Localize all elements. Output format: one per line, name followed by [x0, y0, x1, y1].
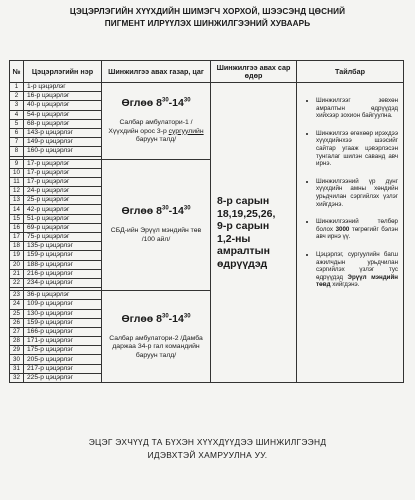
schedule-body: [10, 83, 404, 383]
kindergarten-name: 143-р цэцэрлэг: [24, 128, 102, 137]
location-text: СБД-ийн Эрүүл мэндийн төв /100 айл/: [110, 227, 202, 243]
footer-line-2: ИДЭВХТЭЙ ХАМРУУЛНА УУ.: [147, 450, 268, 460]
row-number: 4: [10, 110, 24, 119]
kindergarten-name: 166-р цэцэрлэг: [24, 327, 102, 336]
note-item: • Шинжилгээний төлбөр болох 3000 төгрөгийг бэлэн авч ирнэ үү.: [316, 218, 398, 241]
kindergarten-name: 149-р цэцэрлэг: [24, 138, 102, 147]
kindergarten-name: 40-р цэцэрлэг: [24, 101, 102, 110]
row-number: 17: [10, 233, 24, 242]
time-range: Өглөө $8^{30}-14^{30}$: [121, 205, 191, 218]
row-number: 25: [10, 309, 24, 318]
row-number: 26: [10, 318, 24, 327]
place-cell: [102, 83, 211, 160]
title-line-2: ПИГМЕНТ ИЛРҮҮЛЭХ ШИНЖИЛГЭЭНИЙ ХУВААРЬ: [104, 19, 311, 28]
kindergarten-name: 160-р цэцэрлэг: [24, 147, 102, 156]
title-line-1: ЦЭЦЭРЛЭГИЙН ХҮҮХДИЙН ШИМЭГЧ ХОРХОЙ, ШЭЭСЭНД ЦӨСНИЙ: [69, 7, 346, 16]
row-number: 12: [10, 187, 24, 196]
row-number: 14: [10, 205, 24, 214]
header-note: Тайлбар: [297, 61, 404, 83]
row-number: 1: [10, 83, 24, 92]
kindergarten-name: 69-р цэцэрлэг: [24, 223, 102, 232]
header-row: [10, 61, 404, 83]
kindergarten-name: 135-р цэцэрлэг: [24, 242, 102, 251]
row-number: 5: [10, 119, 24, 128]
row-number: 27: [10, 327, 24, 336]
kindergarten-name: 188-р цэцэрлэг: [24, 260, 102, 269]
kindergarten-name: 225-р цэцэрлэг: [24, 373, 102, 382]
kindergarten-name: 234-р цэцэрлэг: [24, 278, 102, 287]
row-number: 18: [10, 242, 24, 251]
row-number: 23: [10, 291, 24, 300]
row-number: 2: [10, 92, 24, 101]
table-row: [10, 83, 404, 92]
row-number: 15: [10, 214, 24, 223]
kindergarten-name: 1-р цэцэрлэг: [24, 83, 102, 92]
row-number: 16: [10, 223, 24, 232]
time-range: Өглөө $8^{30}-14^{30}$: [121, 97, 191, 109]
footer-appeal: [0, 436, 415, 462]
row-number: 32: [10, 373, 24, 382]
row-number: 11: [10, 177, 24, 186]
row-number: 10: [10, 168, 24, 177]
header-org: Цэцэрлэгийн нэр: [24, 61, 102, 83]
row-number: 19: [10, 251, 24, 260]
kindergarten-name: 130-р цэцэрлэг: [24, 309, 102, 318]
header-date: Шинжилгээ авах сар өдөр: [211, 61, 297, 83]
row-number: 24: [10, 300, 24, 309]
date-cell: 8-р сарын 18,19,25,26, 9-р сарын 1,2-ны амралтын өдрүүдэд: [211, 83, 297, 383]
kindergarten-name: 159-р цэцэрлэг: [24, 251, 102, 260]
row-number: 20: [10, 260, 24, 269]
row-number: 31: [10, 364, 24, 373]
footer-line-1: ЭЦЭГ ЭХЧҮҮД ТА БҮХЭН ХҮҮХДҮҮДЭЭ ШИНЖИЛГЭЭНД: [88, 437, 327, 447]
header-place: Шинжилгээ авах газар, цаг: [102, 61, 211, 83]
place-cell: [102, 291, 211, 383]
page-title: [0, 6, 415, 30]
kindergarten-name: 17-р цэцэрлэг: [24, 159, 102, 168]
kindergarten-name: 42-р цэцэрлэг: [24, 205, 102, 214]
row-number: 21: [10, 269, 24, 278]
row-number: 3: [10, 101, 24, 110]
place-cell: [102, 159, 211, 291]
note-item: • Цэцэрлэг, сургуулийн багш ажилчдын урьдчилан сэргийлэх үзлэг тус өдрүүдэд Эрүүл мэндийн төвд хийгдэнэ.: [316, 251, 398, 289]
kindergarten-name: 109-р цэцэрлэг: [24, 300, 102, 309]
time-range: Өглөө $8^{30}-14^{30}$: [121, 312, 191, 325]
note-item: • Шинжилгээ өгөхөөр ирэхдээ хүүхдийнхээ шээсийг сайтар угааж цэвэрлэсэн тунгалаг шилэн саванд авч ирнэ.: [316, 130, 398, 168]
row-number: 28: [10, 337, 24, 346]
kindergarten-name: 36-р цэцэрлэг: [24, 291, 102, 300]
schedule-table: [9, 60, 404, 383]
kindergarten-name: 25-р цэцэрлэг: [24, 196, 102, 205]
kindergarten-name: 205-р цэцэрлэг: [24, 355, 102, 364]
kindergarten-name: 75-р цэцэрлэг: [24, 233, 102, 242]
kindergarten-name: 16-р цэцэрлэг: [24, 92, 102, 101]
kindergarten-name: 24-р цэцэрлэг: [24, 187, 102, 196]
row-number: 8: [10, 147, 24, 156]
kindergarten-name: 171-р цэцэрлэг: [24, 337, 102, 346]
kindergarten-name: 159-р цэцэрлэг: [24, 318, 102, 327]
location-text: Салбар амбулатори-2 /Дамба даржаа 34-р гал командийн баруун талд/: [109, 334, 203, 359]
notes-cell: [297, 83, 404, 383]
kindergarten-name: 216-р цэцэрлэг: [24, 269, 102, 278]
kindergarten-name: 54-р цэцэрлэг: [24, 110, 102, 119]
kindergarten-name: 17-р цэцэрлэг: [24, 168, 102, 177]
kindergarten-name: 17-р цэцэрлэг: [24, 177, 102, 186]
header-num: №: [10, 61, 24, 83]
kindergarten-name: 175-р цэцэрлэг: [24, 346, 102, 355]
row-number: 9: [10, 159, 24, 168]
row-number: 30: [10, 355, 24, 364]
row-number: 7: [10, 138, 24, 147]
row-number: 29: [10, 346, 24, 355]
row-number: 6: [10, 128, 24, 137]
location-text: Салбар амбулатори-1 /Хүүхдийн орос 3-р сургуулийн баруун талд/: [108, 119, 204, 143]
note-item: • Шинжилгээний үр дүнг хүүхдийн амны хөндийн урьдчилан сэргийлэх үзлэг хийгдэнэ.: [316, 178, 398, 208]
row-number: 22: [10, 278, 24, 287]
row-number: 13: [10, 196, 24, 205]
kindergarten-name: 51-р цэцэрлэг: [24, 214, 102, 223]
note-item: • Шинжилгээг зөвхөн амралтын өдрүүдэд хийхээр зохион байгуулна.: [316, 97, 398, 120]
kindergarten-name: 68-р цэцэрлэг: [24, 119, 102, 128]
kindergarten-name: 217-р цэцэрлэг: [24, 364, 102, 373]
